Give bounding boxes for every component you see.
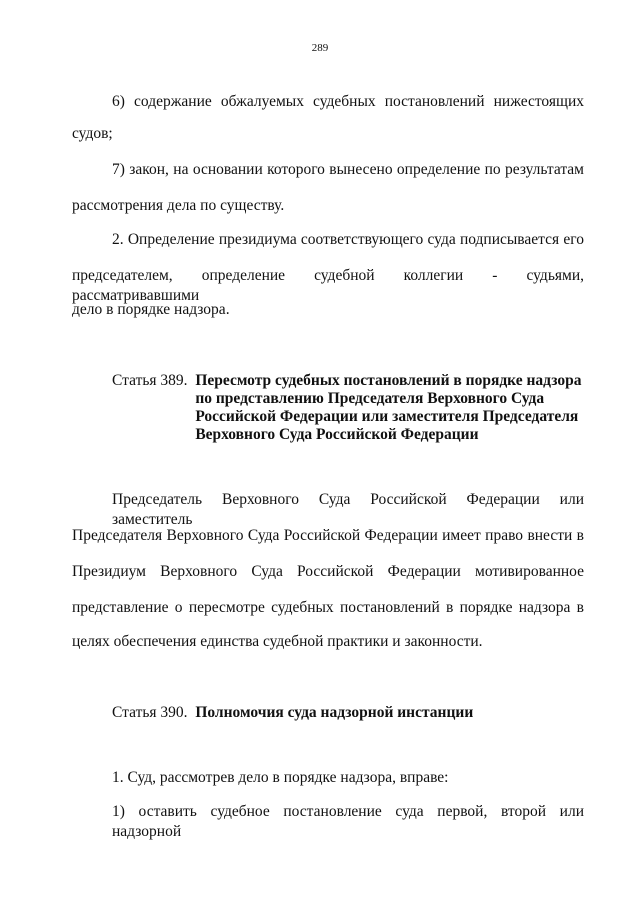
paragraph-item-6-line-1: 6) содержание обжалуемых судебных постановлений нижестоящих [112, 93, 584, 110]
article-389-text-line-2: Председателя Верховного Суда Российской Федерации имеет право внести в [72, 527, 584, 544]
article-390-text-line-1: 1. Суд, рассмотрев дело в порядке надзора, вправе: [112, 769, 449, 786]
article-389-number: Статья 389. [112, 372, 192, 389]
paragraph-item-6-line-2: судов; [72, 125, 113, 142]
article-389-text-line-1: Председатель Верховного Суда Российской Федерации или заместитель [112, 491, 584, 528]
paragraph-2-line-2: председателем, определение судебной коллегии - судьями, рассматривавшими [72, 267, 584, 304]
article-390-heading [112, 704, 473, 722]
article-389-text-line-3: Президиум Верховного Суда Российской Федерации мотивированное [72, 563, 584, 580]
article-389-text-line-5: целях обеспечения единства судебной практики и законности. [72, 633, 483, 650]
article-390-text-line-2: 1) оставить судебное постановление суда первой, второй или надзорной [112, 803, 584, 840]
article-389-title: Пересмотр судебных постановлений в порядке надзора по представлению Председателя Верховного Суда Российской Федерации или заместителя Председателя Верховного Суда Российской Федерации [195, 372, 582, 443]
article-389-heading [112, 372, 581, 444]
article-390-number: Статья 390. [112, 704, 192, 721]
page-number: 289 [311, 42, 329, 54]
article-390-title: Полномочия суда надзорной инстанции [195, 704, 474, 721]
paragraph-2-line-1: 2. Определение президиума соответствующего суда подписывается его [112, 231, 584, 248]
paragraph-2-line-3: дело в порядке надзора. [72, 301, 230, 318]
paragraph-item-7-line-1: 7) закон, на основании которого вынесено определение по результатам [112, 161, 584, 178]
article-389-text-line-4: представление о пересмотре судебных постановлений в порядке надзора в [72, 599, 584, 616]
paragraph-item-7-line-2: рассмотрения дела по существу. [72, 197, 285, 214]
